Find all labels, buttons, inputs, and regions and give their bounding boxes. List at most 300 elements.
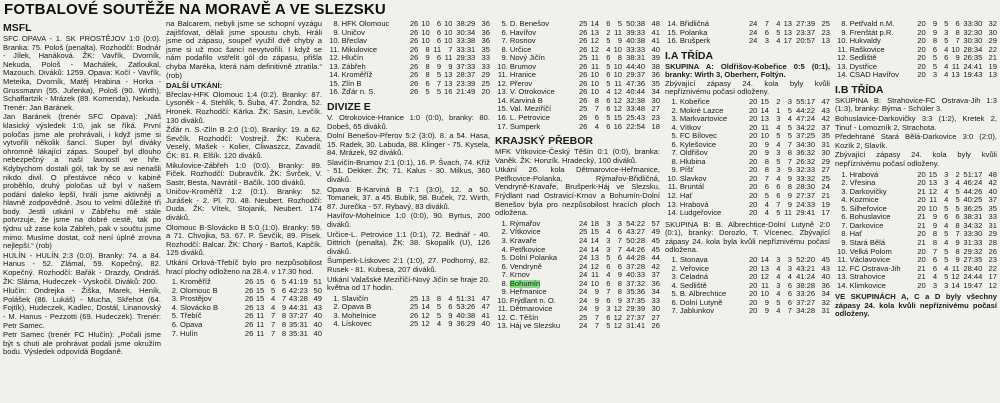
stat-cell: 36 [651,71,660,80]
stat-cell: 7 [776,200,781,209]
stat-cell: 20 [748,183,758,192]
standings-table-ia-skupina-a [665,98,830,218]
stat-cell: 29 [988,37,997,46]
stat-cell: 29 [988,230,997,239]
stat-cell: 6 [606,96,611,105]
stat-cell: 20 [748,256,758,265]
stat-cell: 21 [917,213,926,222]
stat-cell: 20 [748,149,758,158]
stat-cell: 33:32 [796,174,816,183]
stat-cell: 29:37 [626,71,646,80]
stat-cell: 6 [606,313,611,322]
skupina-a-note: Zbývající zápasy 24. kola byly kvůli nepříznivému počasí odloženy. [665,78,830,97]
team-name: Velká Polom [849,247,892,256]
stat-cell: 6 [764,183,769,192]
table-row [495,63,660,72]
stat-cell: 26 [244,312,254,321]
stat-cell: 34 [651,88,660,97]
stat-cell: 11 [256,312,265,321]
rank-cell: 9. [671,166,678,175]
stat-cell: 6 [764,28,769,37]
stat-cell: 34:32 [963,221,983,230]
section-title-ia-trida: I.A TŘÍDA [665,49,714,62]
stat-cell: 9 [764,307,769,316]
team-cell [510,80,574,89]
stat-cell: 16 [444,88,453,97]
team-name: Bruntál [679,183,704,192]
stat-cell: 8 [281,320,287,329]
rank-cell: 9. [501,288,508,297]
stat-cell: 7 [606,288,611,297]
stat-cell: 36 [481,28,490,37]
table-row [495,288,660,297]
stat-cell: 5 [944,204,949,213]
team-cell [510,305,574,314]
stat-cell: 29:33 [456,54,476,63]
team-name: Zlín B [341,79,362,88]
stat-cell: 37 [988,196,997,205]
table-row [495,71,660,80]
table-row [327,71,490,80]
stat-cell: 49 [313,295,322,304]
stat-cell: 44:26 [626,245,646,254]
stat-cell: 20:57 [796,37,816,46]
stat-cell: 11 [784,209,793,218]
team-cell [850,213,913,222]
stat-cell: 37 [821,123,830,132]
stat-cell: 33:30 [963,230,983,239]
team-name: Stará Bělá [849,238,886,247]
stat-cell: 34:28 [796,307,816,316]
stat-cell: 34:22 [796,123,816,132]
team-cell [680,98,744,107]
team-name: Slavkov [679,174,707,183]
team-name: Heřmanice [509,288,547,297]
team-name: Václavovice [849,256,891,265]
team-name: Olomouc B [180,286,218,295]
stat-cell: 3 [617,219,623,228]
stat-cell: 24 [748,28,758,37]
stat-cell: 3 [787,256,793,265]
team-cell [680,124,744,133]
stat-cell: 8 [764,166,769,175]
rank-cell: 13. [497,322,508,331]
rank-cell: 17. [497,122,508,131]
stat-cell: 40 [313,320,322,329]
stat-cell: 20 [748,166,758,175]
column-4 [495,20,660,403]
table-row [495,246,660,255]
rank-cell: 4. [171,303,179,312]
stat-cell: 6 [787,281,793,290]
rank-cell: 1. [501,219,508,228]
team-name: Oldřišov [679,149,708,158]
team-cell [850,205,913,214]
stat-cell: 6 [270,278,276,287]
stat-cell: 6 [955,213,960,222]
stat-cell: 23:39 [456,79,476,88]
stat-cell: 41 [651,28,660,37]
rank-cell: 6. [671,140,678,149]
stat-cell: 38:28 [796,281,816,290]
stat-cell: 10 [760,132,769,141]
stat-cell: 5 [955,187,960,196]
stat-cell: 9 [932,213,938,222]
stat-cell: 35:36 [626,288,646,297]
stat-cell: 3 [776,115,781,124]
stat-cell: 31:41 [626,322,646,331]
team-name: Lískovec [341,320,372,329]
stat-cell: 26 [409,45,419,54]
stat-cell: 27 [821,166,830,175]
stat-cell: 20 [917,37,926,46]
team-name: Dětmarovice [509,305,553,314]
stat-cell: 21 [917,187,926,196]
team-name: Mokré Lazce [679,106,724,115]
stat-cell: 4 [606,88,611,97]
stat-cell: 4 [606,228,611,237]
stat-cell: 6 [425,79,430,88]
stat-cell: 7 [436,79,442,88]
stat-cell: 28 [988,238,997,247]
stat-cell: 4 [764,200,769,209]
stat-cell: 8 [955,28,960,37]
stat-cell: 11 [433,45,442,54]
stat-cell: 11 [929,196,938,205]
stat-cell: 35 [651,79,660,88]
team-cell [680,265,744,274]
section-title-divize-e: DIVIZE E [327,100,371,113]
team-name: Hrabová [849,170,879,179]
team-name: Slavičín [341,294,369,303]
team-cell [342,54,406,63]
stat-cell: 26 [244,278,254,287]
stat-cell: 34 [821,290,830,299]
team-cell [342,295,406,304]
team-cell [680,107,744,116]
team-cell [680,37,744,46]
stat-cell: 7 [270,312,276,321]
stat-cell: 44:26 [963,187,983,196]
stat-cell: 44:28 [626,254,646,263]
stat-cell: 10 [613,62,623,71]
stat-cell: 6 [606,71,611,80]
stat-cell: 26 [578,122,588,131]
stat-cell: 4 [776,20,781,28]
stat-cell: 3 [606,219,611,228]
team-cell [510,54,574,63]
stat-cell: 4 [776,140,781,149]
stat-cell: 10 [444,20,453,28]
rank-cell: 11. [837,45,848,54]
table-row [495,280,660,289]
team-cell [510,271,574,280]
stat-cell: 44:40 [626,62,646,71]
stat-cell: 6 [594,114,599,123]
stat-cell: 6 [944,213,949,222]
stat-cell: 3 [944,281,949,290]
stat-cell: 41 [481,311,490,320]
team-name: Rosnov [509,37,536,46]
team-cell [850,196,913,205]
stat-cell: 9 [281,303,287,312]
stat-cell: 33:33 [626,45,646,54]
stat-cell: 28:34 [963,45,983,54]
team-name: ČSAD Havířov [849,71,899,80]
team-cell [850,230,913,239]
table-row [495,322,660,331]
column-2 [166,20,322,403]
stat-cell: 9 [955,54,960,63]
stat-cell: 25 [578,20,588,28]
stat-cell: 12 [421,311,430,320]
rank-cell: 1. [671,256,678,265]
stat-cell: 7 [787,307,793,316]
stat-cell: 5 [436,303,442,312]
table-row [665,299,830,308]
team-name: Raškovice [849,45,885,54]
stat-cell: 15 [928,170,938,179]
stat-cell: 35 [988,204,997,213]
stat-cell: 7 [955,37,960,46]
table-row [495,54,660,63]
stat-cell: 6 [787,290,793,299]
team-cell [680,282,744,291]
rank-cell: 13. [837,62,848,71]
stat-cell: 33:26 [796,290,816,299]
stat-cell: 46:24 [963,179,983,188]
stat-cell: 6 [436,54,442,63]
stat-cell: 20 [481,88,490,97]
stat-cell: 43 [821,264,830,273]
stat-cell: 12 [590,45,599,54]
team-name: Šilheřovice [849,204,887,213]
stat-cell: 43 [313,303,322,312]
team-name: Darkovičky [849,187,887,196]
stat-cell: 4 [944,62,949,71]
team-cell [680,307,744,316]
table-row [327,88,490,97]
stat-cell: 36:32 [796,149,816,158]
report-paragraph: SFC OPAVA - 1. SK PROSTĚJOV 1:0 (0:0). Branka: 75. Pološ (penalta). Rozhodčí: Bodnár - Jílek, Hanáková. ŽK: Vavřík, Dvorník, Nekuda, Pološ - Machálek, Zatloukal, Mazouch. Diváků: 1259. Opava: Kočí - Vavřík, Meteika, Dvorník, Matěj Hrabina - Horka - Grussmann (55. Juřenka), Pološ (90. Wirth), Schaffartzik - Mrázek (89. Komenda), Nekuda. Trenér: Jan Baránek. [3,34,161,112]
stat-cell: 40 [313,329,322,338]
stat-cell: 40:33 [626,271,646,280]
stat-cell: 28:37 [456,71,476,80]
stat-cell: 35 [821,132,830,141]
stat-cell: 26 [409,54,419,63]
stat-cell: 20 [917,28,926,37]
team-name: Žďár n. S. [341,88,376,97]
rank-cell: 6. [171,320,179,329]
team-cell [342,80,406,89]
report-text: na Balcarem, nebyli jsme se schopní vyzágu zajišťovat, dělali jsme spoustu chyb. Hráli jsme od zápasu, soupeř využil dvě chyby a jsme si už moc šancí nevytvořili. I když se nám podařilo vstřelit gól do zápasu, přišla chyba Maréka, která nám definitivně ztratila.“ (rob) [166,20,322,80]
team-cell [850,256,913,265]
stat-cell: 21 [917,238,926,247]
team-name: Dolní Lutyně [679,298,723,307]
stat-cell: 20 [748,273,758,282]
team-cell [510,63,574,72]
team-name: Sedliště [679,281,707,290]
rank-cell: 1. [671,98,678,107]
stat-cell: 4 [944,238,949,247]
report-paragraph: Šumperk-Lískovec 2:1 (1:0), 27. Podhorný, 82. Rusek - 81. Kubesa, 207 diváků. [327,256,490,275]
stat-cell: 9 [787,174,793,183]
rank-cell: 5. [671,290,678,299]
stat-cell: 11 [761,281,769,290]
stat-cell: 25 [409,303,419,312]
table-row [665,265,830,274]
report-paragraph: Jan Baránek (trenér SFC Opava): „Náš klasický výsledek 1:0, jak se říká. První poločas jsme ale prohrávali, i když jsme si vytvořili několik šancí. Super byl diváky ohromně lákající zápas. Soupeř byl dlouho nebezpečný a naší laxností ve hře. Kdybychom dostali gól, tak by se asi nenašli nikdo divil. O přestávce něco v kabině proběhlo, druhý poločas už byl v našem podání daleko lepší, hráli jsme aktivněji a hlavně zodpovědně. Jsou to velmi důležité tři body. Jestli utkání v Zábřehu mě stále potvrzuje, že jsme na dobré cestě, tak po týdnu už zase kola Zábřeh, pak v součtu jsme mimo. Musíme dostat, což není úplně zrovna nejlepší.“ (rob) [3,112,161,251]
stat-cell: 9 [617,296,623,305]
standings-table-msfl-bottom [327,20,490,97]
table-row [835,213,997,222]
team-cell [510,114,574,123]
table-row [835,230,997,239]
stat-cell: 13 [951,71,960,80]
stat-cell: 4 [944,221,949,230]
team-name: FC Bílovec [679,132,717,141]
stat-cell: 13 [590,28,599,37]
team-name: Klimkovice [849,281,886,290]
team-name: Vendryně [509,262,542,271]
team-cell [180,304,241,313]
report-paragraph: HULÍN - HULÍN 2:3 (0:0). Branky: 74. a 84. Hanus - 52. Zlámal, 59. Kopečný, 82. Kopečný. Rozhodčí: Bařák - Drazdy, Ondráš. ŽK: Sláma, Hudeczek - Vyskočil. Diváků: 200. [3,250,161,286]
stat-cell: 26 [651,322,660,331]
team-cell [680,299,744,308]
team-cell [680,273,744,282]
stat-cell: 5 [606,79,611,88]
stat-cell: 5 [787,123,793,132]
stat-cell: 4 [594,122,599,131]
team-name: Havířov [509,28,537,37]
rank-cell: 4. [671,123,678,132]
team-name: Bohuslavice [849,213,891,222]
team-cell [850,239,913,248]
stat-cell: 4 [787,115,793,124]
report-paragraph: Předehrané Stará Bělá-Darkovice 3:0 (2:0), Kozík 2, Slavík. [835,132,997,150]
stat-cell: 28:40 [963,264,983,273]
stat-cell: 11 [614,28,623,37]
table-row [665,98,830,107]
rank-cell: 3. [171,295,179,304]
stat-cell: 32:38 [626,96,646,105]
stat-cell: 38:31 [963,213,983,222]
team-name: Přerov [509,79,533,88]
table-row [665,149,830,158]
stat-cell: 36 [481,20,490,28]
report-paragraph: Zbývající zápasy 24. kola byly kvůli nepříznivému počasí odloženy. [835,150,997,168]
team-name: Kylešovice [679,140,717,149]
stat-cell: 9 [617,37,623,46]
stat-cell: 5 [606,37,611,46]
rank-cell: 4. [671,281,678,290]
stat-cell: 8 [617,288,623,297]
stat-cell: 9 [436,62,442,71]
team-name: Vřesina [849,179,876,188]
team-cell [342,37,406,46]
team-cell [180,287,241,296]
rank-cell: 9. [333,28,340,37]
team-name: Hať [849,230,863,239]
stat-cell: 39:33 [626,28,646,37]
rank-cell: 11. [667,183,678,192]
table-row [665,183,830,192]
table-row [835,71,997,80]
stat-cell: 19:47 [963,281,983,290]
stat-cell: 11 [614,79,623,88]
stat-cell: 8 [425,45,430,54]
stat-cell: 10 [928,204,938,213]
stat-cell: 14 [421,303,430,312]
stat-cell: 35:31 [288,329,308,338]
stat-cell: 26 [578,114,588,123]
team-cell [342,88,406,97]
headline: FOTBALOVÉ SOUTĚŽE NA MORAVĚ A VE SLEZSKU [4,1,386,18]
team-name: Val. Meziříčí [509,105,552,114]
rank-cell: 5. [501,20,508,28]
stat-cell: 4 [944,264,949,273]
stat-cell: 30 [651,96,660,105]
stat-cell: 6 [955,20,960,28]
stat-cell: 12 [590,37,599,46]
stat-cell: 14 [590,236,599,245]
table-row [327,37,490,46]
table-row [495,114,660,123]
stat-cell: 30:34 [456,28,476,37]
rank-cell: 14. [837,281,848,290]
team-cell [342,46,406,55]
stat-cell: 8 [932,230,938,239]
report-paragraph: Olomouc B-Slovácko B 5:0 (1:0). Branky: 59. a 71. Chvojka, 53. 67. P. Ševčík, 89. Písek. Rozhodčí: Balcar. ŽK: Chorý - Bartoš, Kapčík. 125 diváků. [166,222,322,258]
stat-cell: 13 [783,28,793,37]
team-name: Čeladná [679,273,709,282]
team-cell [850,46,913,55]
footer-note: VE SKUPINÁCH A, C a D byly všechny zápasy 24. kola kvůli nepříznivému počasí odloženy. [835,292,997,319]
stat-cell: 33 [481,62,490,71]
stat-cell: 35:31 [288,320,308,329]
stat-cell: 13 [988,71,997,80]
stat-cell: 11 [591,54,599,63]
rank-cell: 13. [667,200,678,209]
team-cell [850,222,913,231]
stat-cell: 9 [594,288,599,297]
stat-cell: 9 [932,20,938,28]
stat-cell: 31 [988,221,997,230]
stat-cell: 6 [448,303,453,312]
stat-cell: 24 [578,305,588,314]
table-row [835,196,997,205]
table-row [835,63,997,72]
team-cell [680,158,744,167]
stat-cell: 20 [748,200,758,209]
rank-cell: 6. [501,28,508,37]
stat-cell: 25:43 [626,114,646,123]
table-row [495,254,660,263]
team-name: Jablunkov [679,307,715,316]
stat-cell: 15 [255,278,265,287]
table-row [495,46,660,55]
stat-cell: 34 [651,288,660,297]
stat-cell: 6 [606,279,611,288]
rank-cell: 9. [501,54,508,63]
stat-cell: 8 [281,329,287,338]
stat-cell: 50:38 [626,20,646,28]
team-cell [850,54,913,63]
stat-cell: 2 [606,28,611,37]
stat-cell: 26 [578,71,588,80]
stat-cell: 24 [578,236,588,245]
stat-cell: 25 [821,20,830,28]
